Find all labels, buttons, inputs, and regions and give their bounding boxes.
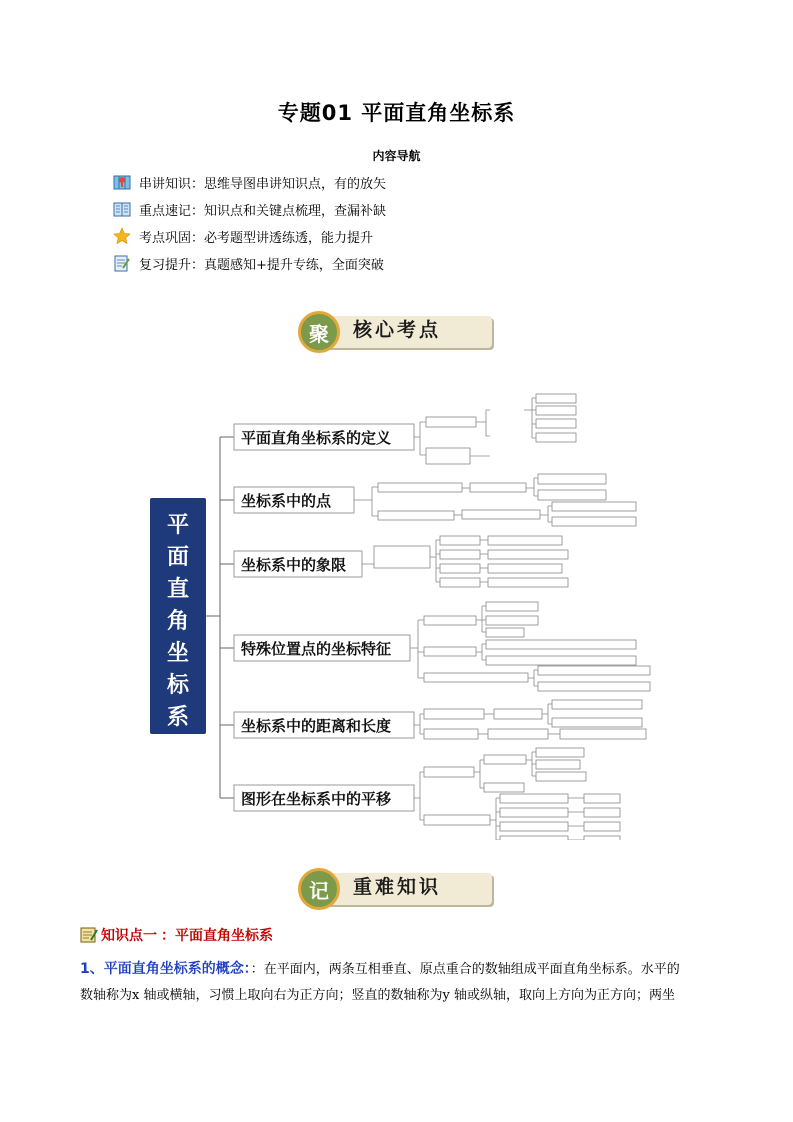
branch-label: 图形在坐标系中的平移 [241,790,392,808]
notebook-pen-icon [80,927,98,943]
banner-title: 核心考点 [352,319,441,341]
notepad-icon [113,254,131,272]
nav-heading: 内容导航 [372,149,421,163]
root-char: 角 [166,609,190,634]
branch-label: 坐标系中的象限 [241,556,347,574]
concept-line-1: 1、平面直角坐标系的概念：：在平面内，两条互相垂直、原点重合的数轴组成平面直角坐标系。水平的 [80,961,680,977]
nav-item-2: 重点速记： 知识点和关键点梳理，查漏补缺 [113,199,386,219]
nav-item-3: 考点巩固： 必考题型讲透练透，能力提升 [113,226,373,246]
mindmap-leaves [354,394,650,840]
nav-item-1: 串讲知识： 思维导图串讲知识点，有的放矢 [113,172,386,192]
root-char: 直 [166,577,190,602]
branch-label: 坐标系中的点 [241,492,332,510]
root-char: 系 [166,705,190,730]
map-icon [113,173,131,191]
root-char: 平 [166,513,190,538]
core-topics-banner [298,311,494,353]
banner-badge: 记 [298,868,340,910]
star-icon [113,227,131,245]
page-title: 专题01 平面直角坐标系 [277,101,516,125]
banner-badge: 聚 [298,311,340,353]
branch-label: 平面直角坐标系的定义 [241,429,392,447]
root-char: 标 [166,673,190,698]
branch-label: 坐标系中的距离和长度 [241,717,392,735]
concept-line-2: 数轴称为x 轴或横轴，习惯上取向右为正方向；竖直的数轴称为y 轴或纵轴，取向上方向为正方向；两坐 [80,988,675,1003]
concept-label: 1、平面直角坐标系的概念： [80,961,251,977]
root-char: 坐 [166,641,190,666]
nav-item-4: 复习提升： 真题感知+提升专练，全面突破 [113,253,384,273]
banner-title: 重难知识 [352,876,441,898]
root-char: 面 [166,545,190,570]
branch-label: 特殊位置点的坐标特征 [241,640,392,658]
key-knowledge-banner [298,868,494,910]
knowledge-point-heading: 知识点一 ：平面直角坐标系 [80,925,273,945]
mind-map [148,380,668,840]
book-icon [113,200,131,218]
